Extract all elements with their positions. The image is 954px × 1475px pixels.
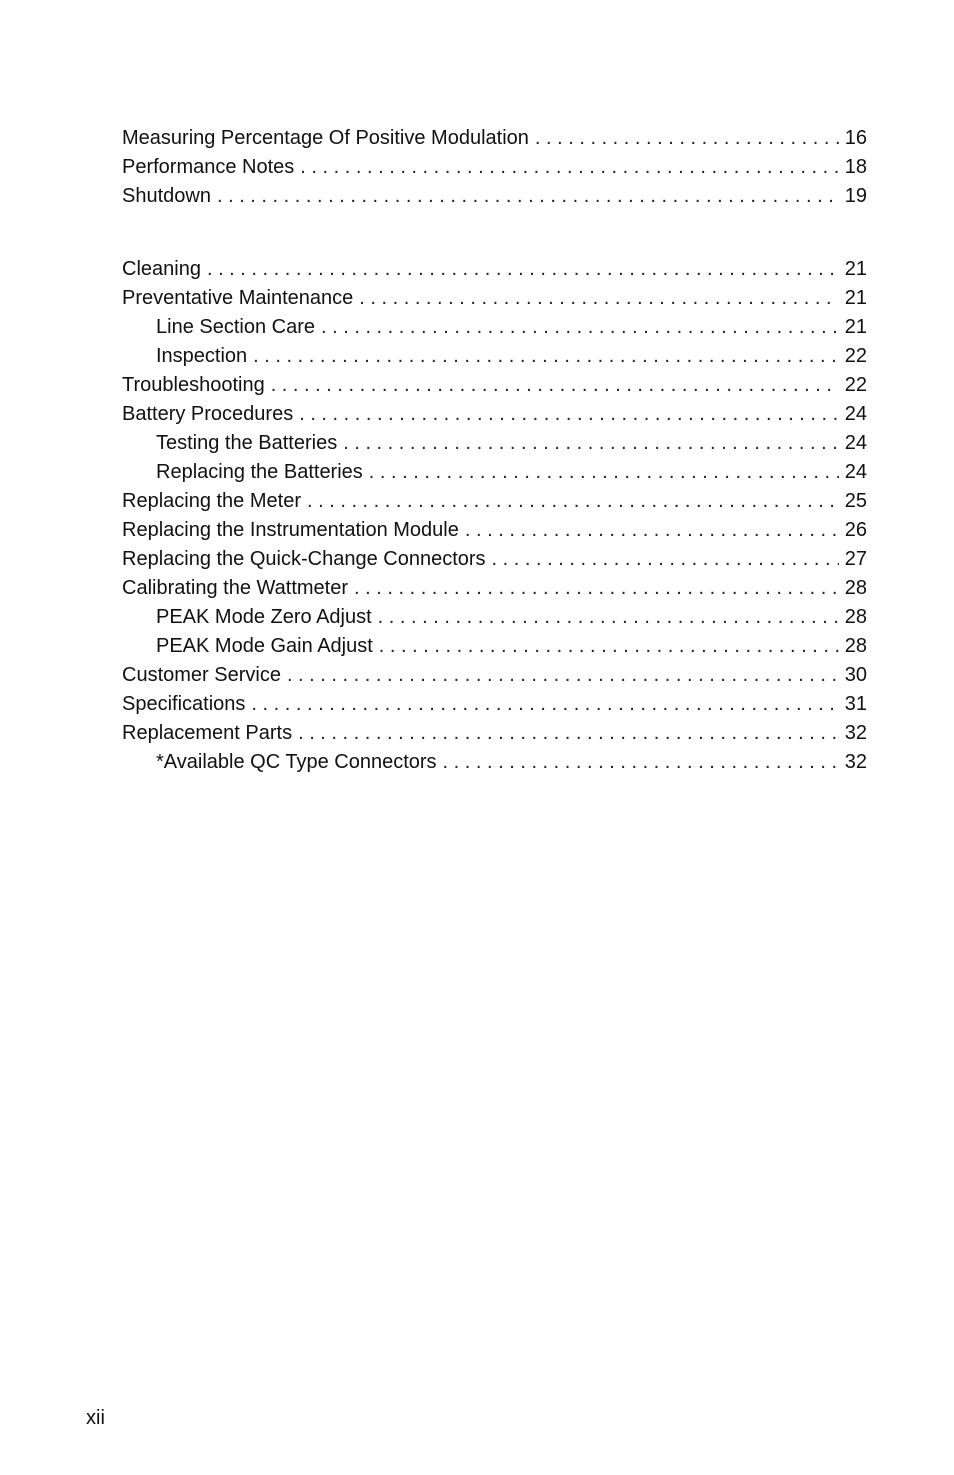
toc-dot-leader [253,342,839,371]
toc-entry[interactable] [122,661,867,690]
toc-entry[interactable] [122,182,867,211]
toc-entry-title: PEAK Mode Zero Adjust [156,606,372,628]
toc-group-1 [122,124,867,211]
toc-entry-page: 24 [844,403,867,425]
toc-entry[interactable] [122,487,867,516]
toc-dot-leader [217,182,839,211]
toc-entry-title: *Available QC Type Connectors [156,751,437,773]
toc-dot-leader [299,400,839,429]
toc-entry-title: PEAK Mode Gain Adjust [156,635,373,657]
toc-subentry[interactable] [122,313,867,342]
toc-entry-title: Battery Procedures [122,403,294,425]
toc-entry[interactable] [122,284,867,313]
toc-entry[interactable] [122,516,867,545]
toc-entry[interactable] [122,719,867,748]
toc-subentry[interactable] [122,603,867,632]
toc-dot-leader [251,690,839,719]
toc-entry-page: 28 [844,606,867,628]
toc-subentry[interactable] [122,748,867,777]
toc-entry[interactable] [122,371,867,400]
toc-entry-page: 32 [844,722,867,744]
toc-subentry[interactable] [122,342,867,371]
toc-dot-leader [443,748,839,777]
toc-dot-leader [287,661,839,690]
toc-entry-title: Customer Service [122,664,281,686]
toc-dot-leader [343,429,839,458]
toc-dot-leader [298,719,839,748]
toc-entry-title: Replacing the Batteries [156,461,363,483]
toc-dot-leader [378,603,839,632]
toc-entry-page: 26 [844,519,867,541]
toc-entry-page: 24 [844,432,867,454]
toc-entry[interactable] [122,545,867,574]
toc-dot-leader [535,124,839,153]
toc-entry-title: Measuring Percentage Of Positive Modulation [122,127,529,149]
toc-entry-page: 28 [844,635,867,657]
toc-entry-title: Replacing the Instrumentation Module [122,519,459,541]
toc-entry-title: Specifications [122,693,246,715]
toc-entry-page: 30 [844,664,867,686]
toc-entry-page: 22 [844,345,867,367]
toc-entry[interactable] [122,124,867,153]
toc-entry-title: Calibrating the Wattmeter [122,577,349,599]
toc-entry-title: Cleaning [122,258,201,280]
toc-entry-page: 21 [844,316,867,338]
toc-entry-page: 25 [844,490,867,512]
toc-entry-page: 27 [844,548,867,570]
toc-entry[interactable] [122,255,867,284]
toc-entry[interactable] [122,574,867,603]
toc-entry-title: Replacing the Meter [122,490,301,512]
toc-entry-page: 32 [844,751,867,773]
toc-entry-page: 19 [844,185,867,207]
toc-entry-page: 21 [844,258,867,280]
toc-entry[interactable] [122,400,867,429]
toc-entry[interactable] [122,690,867,719]
toc-entry-title: Troubleshooting [122,374,265,396]
table-of-contents [122,124,867,777]
toc-entry-page: 28 [844,577,867,599]
toc-entry-page: 22 [844,374,867,396]
toc-entry-page: 31 [844,693,867,715]
toc-subentry[interactable] [122,458,867,487]
toc-entry-title: Testing the Batteries [156,432,338,454]
toc-entry-title: Replacing the Quick-Change Connectors [122,548,486,570]
toc-dot-leader [359,284,839,313]
toc-subentry[interactable] [122,429,867,458]
toc-group-2 [122,255,867,777]
toc-entry-title: Performance Notes [122,156,295,178]
toc-dot-leader [207,255,839,284]
toc-entry-title: Shutdown [122,185,211,207]
toc-dot-leader [465,516,839,545]
toc-entry-page: 18 [844,156,867,178]
toc-entry-page: 16 [844,127,867,149]
toc-subentry[interactable] [122,632,867,661]
toc-dot-leader [354,574,839,603]
toc-dot-leader [369,458,839,487]
toc-entry-page: 24 [844,461,867,483]
toc-dot-leader [321,313,839,342]
toc-entry-title: Replacement Parts [122,722,293,744]
toc-dot-leader [271,371,839,400]
toc-entry-page: 21 [844,287,867,309]
toc-entry-title: Line Section Care [156,316,315,338]
toc-entry[interactable] [122,153,867,182]
toc-dot-leader [492,545,839,574]
toc-dot-leader [300,153,839,182]
page-number: xii [86,1407,105,1429]
toc-entry-title: Preventative Maintenance [122,287,354,309]
toc-dot-leader [307,487,839,516]
toc-entry-title: Inspection [156,345,248,367]
toc-dot-leader [379,632,839,661]
